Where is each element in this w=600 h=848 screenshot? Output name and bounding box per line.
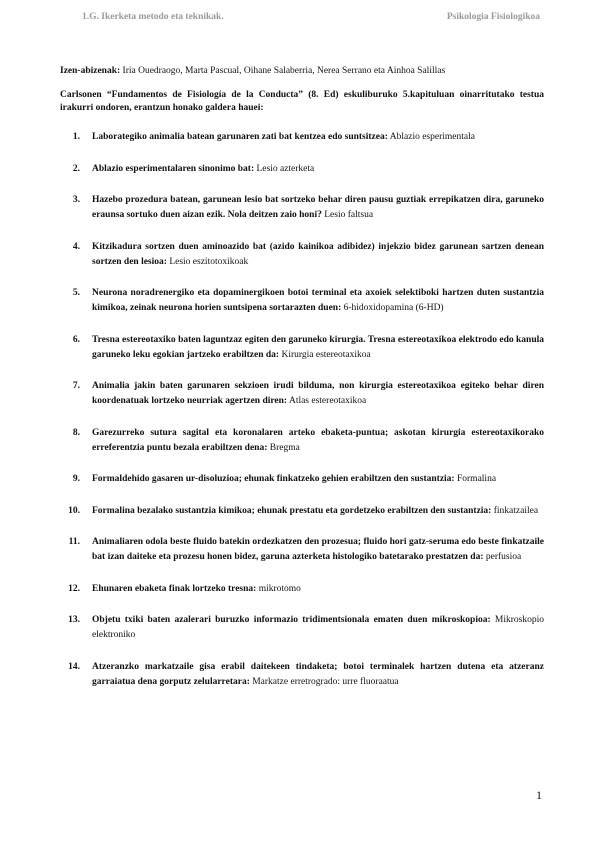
- question-text: Atzeranzko markatzaile gisa erabil daitekeen tindaketa; botoi terminalek hartzen dutena eta atzeranz garraiatua dena gorputz zelularretara:: [92, 661, 544, 687]
- question-text: Formalina bezalako sustantzia kimikoa; ehunak prestatu eta gordetzeko erabiltzen den sustantzia:: [92, 505, 492, 516]
- question-item: [60, 130, 544, 145]
- header-right: Psikologia Fisiologikoa: [446, 12, 540, 22]
- question-text: Objetu txiki baten azalerari buruzko informazio tridimentsionala ematen duen mikroskopioa:: [92, 615, 491, 625]
- question-item: [60, 286, 544, 316]
- question-body: [92, 582, 544, 597]
- question-number: 9.: [72, 474, 80, 484]
- question-text: Tresna estereotaxiko baten laguntzaz egiten den garuneko kirurgia. Tresna estereotaxikoa elektrodo edo kanula garuneko leku egokian jartzeko erabiltzen da:: [92, 334, 544, 360]
- question-body: [92, 333, 544, 363]
- question-answer: Atlas estereotaxikoa: [288, 396, 367, 406]
- question-answer: perfusioa: [485, 552, 522, 562]
- question-body: [92, 426, 544, 456]
- question-body: [92, 286, 544, 316]
- question-answer: Formalina: [456, 474, 497, 484]
- question-item: [60, 240, 544, 270]
- question-item: [60, 582, 544, 597]
- page-number: 1: [536, 788, 542, 802]
- question-item: [60, 472, 544, 487]
- authors-names: Iria Ouedraogo, Marta Pascual, Oihane Salaberria, Nerea Serrano eta Ainhoa Salillas: [122, 66, 446, 76]
- question-item: [60, 613, 544, 643]
- question-body: [92, 130, 544, 145]
- question-answer: Lesio faltsua: [324, 210, 374, 220]
- question-body: [92, 240, 544, 270]
- page-header: [72, 12, 540, 22]
- question-number: 11.: [68, 537, 80, 547]
- question-answer: Bregma: [269, 442, 300, 453]
- question-item: [60, 535, 544, 565]
- question-text: Kitzikadura sortzen duen aminoazido bat (azido kainikoa adibidez) injekzio bidez garunean sartzen denean sortzen den lesioa:: [92, 241, 544, 267]
- question-answer: Markatze erretrogrado: urre fluoraatua: [252, 676, 399, 687]
- question-item: [60, 193, 544, 223]
- question-answer: Lesio azterketa: [256, 163, 315, 174]
- question-number: 10.: [68, 505, 80, 516]
- question-text: Formaldehido gasaren ur-disoluzioa; ehunak finkatzeko gehien erabiltzen den sustantzia:: [92, 474, 455, 484]
- question-text: Hazebo prozedura batean, garunean lesio bat sortzeko behar diren pausu guztiak errepikatzen dira, garuneko eraunsa sortuko duen aizan ezik. Nola deitzen zaio honi?: [92, 195, 544, 220]
- question-answer: Kirurgia estereotaxikoa: [281, 349, 371, 360]
- question-text: Garezurreko sutura sagital eta koronalaren arteko ebaketa-puntua; askotan kirurgia estereotaxikorako erreferentzia puntu bezala erabiltzen dena:: [92, 427, 544, 453]
- question-text: Ablazio esperimentalaren sinonimo bat:: [92, 163, 255, 174]
- question-answer: Mikroskopio elektroniko: [92, 615, 545, 640]
- question-item: [60, 504, 544, 519]
- question-answer: finkatzailea: [493, 505, 539, 516]
- question-number: 7.: [72, 381, 80, 391]
- question-text: Neurona noradrenergiko eta dopaminergikoen botoi terminal eta axoiek selektiboki hartzen duten sustantzia kimikoa, zeinak neurona horien suntsipena sortarazten duen:: [92, 288, 544, 313]
- authors-line: [60, 66, 546, 76]
- question-body: [92, 613, 544, 643]
- question-number: 4.: [72, 241, 80, 252]
- question-body: [92, 504, 544, 519]
- question-number: 5.: [72, 288, 80, 298]
- question-answer: Lesio eszitotoxikoak: [169, 256, 249, 267]
- question-number: 1.: [72, 132, 80, 142]
- intro-text: Carlsonen “Fundamentos de Fisiología de la Conducta” (8. Ed) eskuliburuko 5.kapituluan oinarritutako testua irakurri ondoren, erantzun honako galdera hauei:: [60, 90, 544, 113]
- question-number: 8.: [72, 427, 80, 438]
- question-item: [60, 333, 544, 363]
- question-number: 6.: [72, 334, 80, 345]
- question-item: [60, 660, 544, 690]
- question-item: [60, 426, 544, 456]
- question-number: 13.: [68, 615, 80, 625]
- question-body: [92, 472, 544, 487]
- question-body: [92, 660, 544, 690]
- authors-label: Izen-abizenak:: [60, 66, 121, 76]
- question-text: Animalia jakin baten garunaren sekzioen irudi bilduma, non kirurgia estereotaxikoa egiteko behar diren koordenatuak lortzeko neurriak agertzen diren:: [92, 381, 544, 406]
- question-body: [92, 193, 544, 223]
- question-list: [60, 130, 544, 706]
- question-text: Animaliaren odola beste fluido batekin ordezkatzen den prozesua; fluido hori gatz-seruma edo beste finkatzaile bat izan daiteke eta prozesu honen bidez, garuna azterketa histologiko batetarako prestatzen da:: [92, 537, 544, 562]
- question-answer: Ablazio esperimentala: [389, 132, 475, 142]
- question-answer: mikrotomo: [258, 583, 301, 594]
- question-body: [92, 379, 544, 409]
- question-text: Laborategiko animalia batean garunaren zati bat kentzea edo suntsitzea:: [92, 132, 388, 142]
- question-item: [60, 162, 544, 177]
- question-answer: 6-hidoxidopamina (6-HD): [343, 303, 444, 313]
- question-body: [92, 162, 544, 177]
- header-left: 1.G. Ikerketa metodo eta teknikak.: [82, 12, 224, 22]
- question-number: 2.: [72, 163, 80, 174]
- question-number: 14.: [68, 661, 80, 672]
- question-body: [92, 535, 544, 565]
- question-text: Ehunaren ebaketa finak lortzeko tresna:: [92, 583, 257, 594]
- question-item: [60, 379, 544, 409]
- question-number: 3.: [72, 195, 80, 205]
- question-number: 12.: [68, 583, 80, 594]
